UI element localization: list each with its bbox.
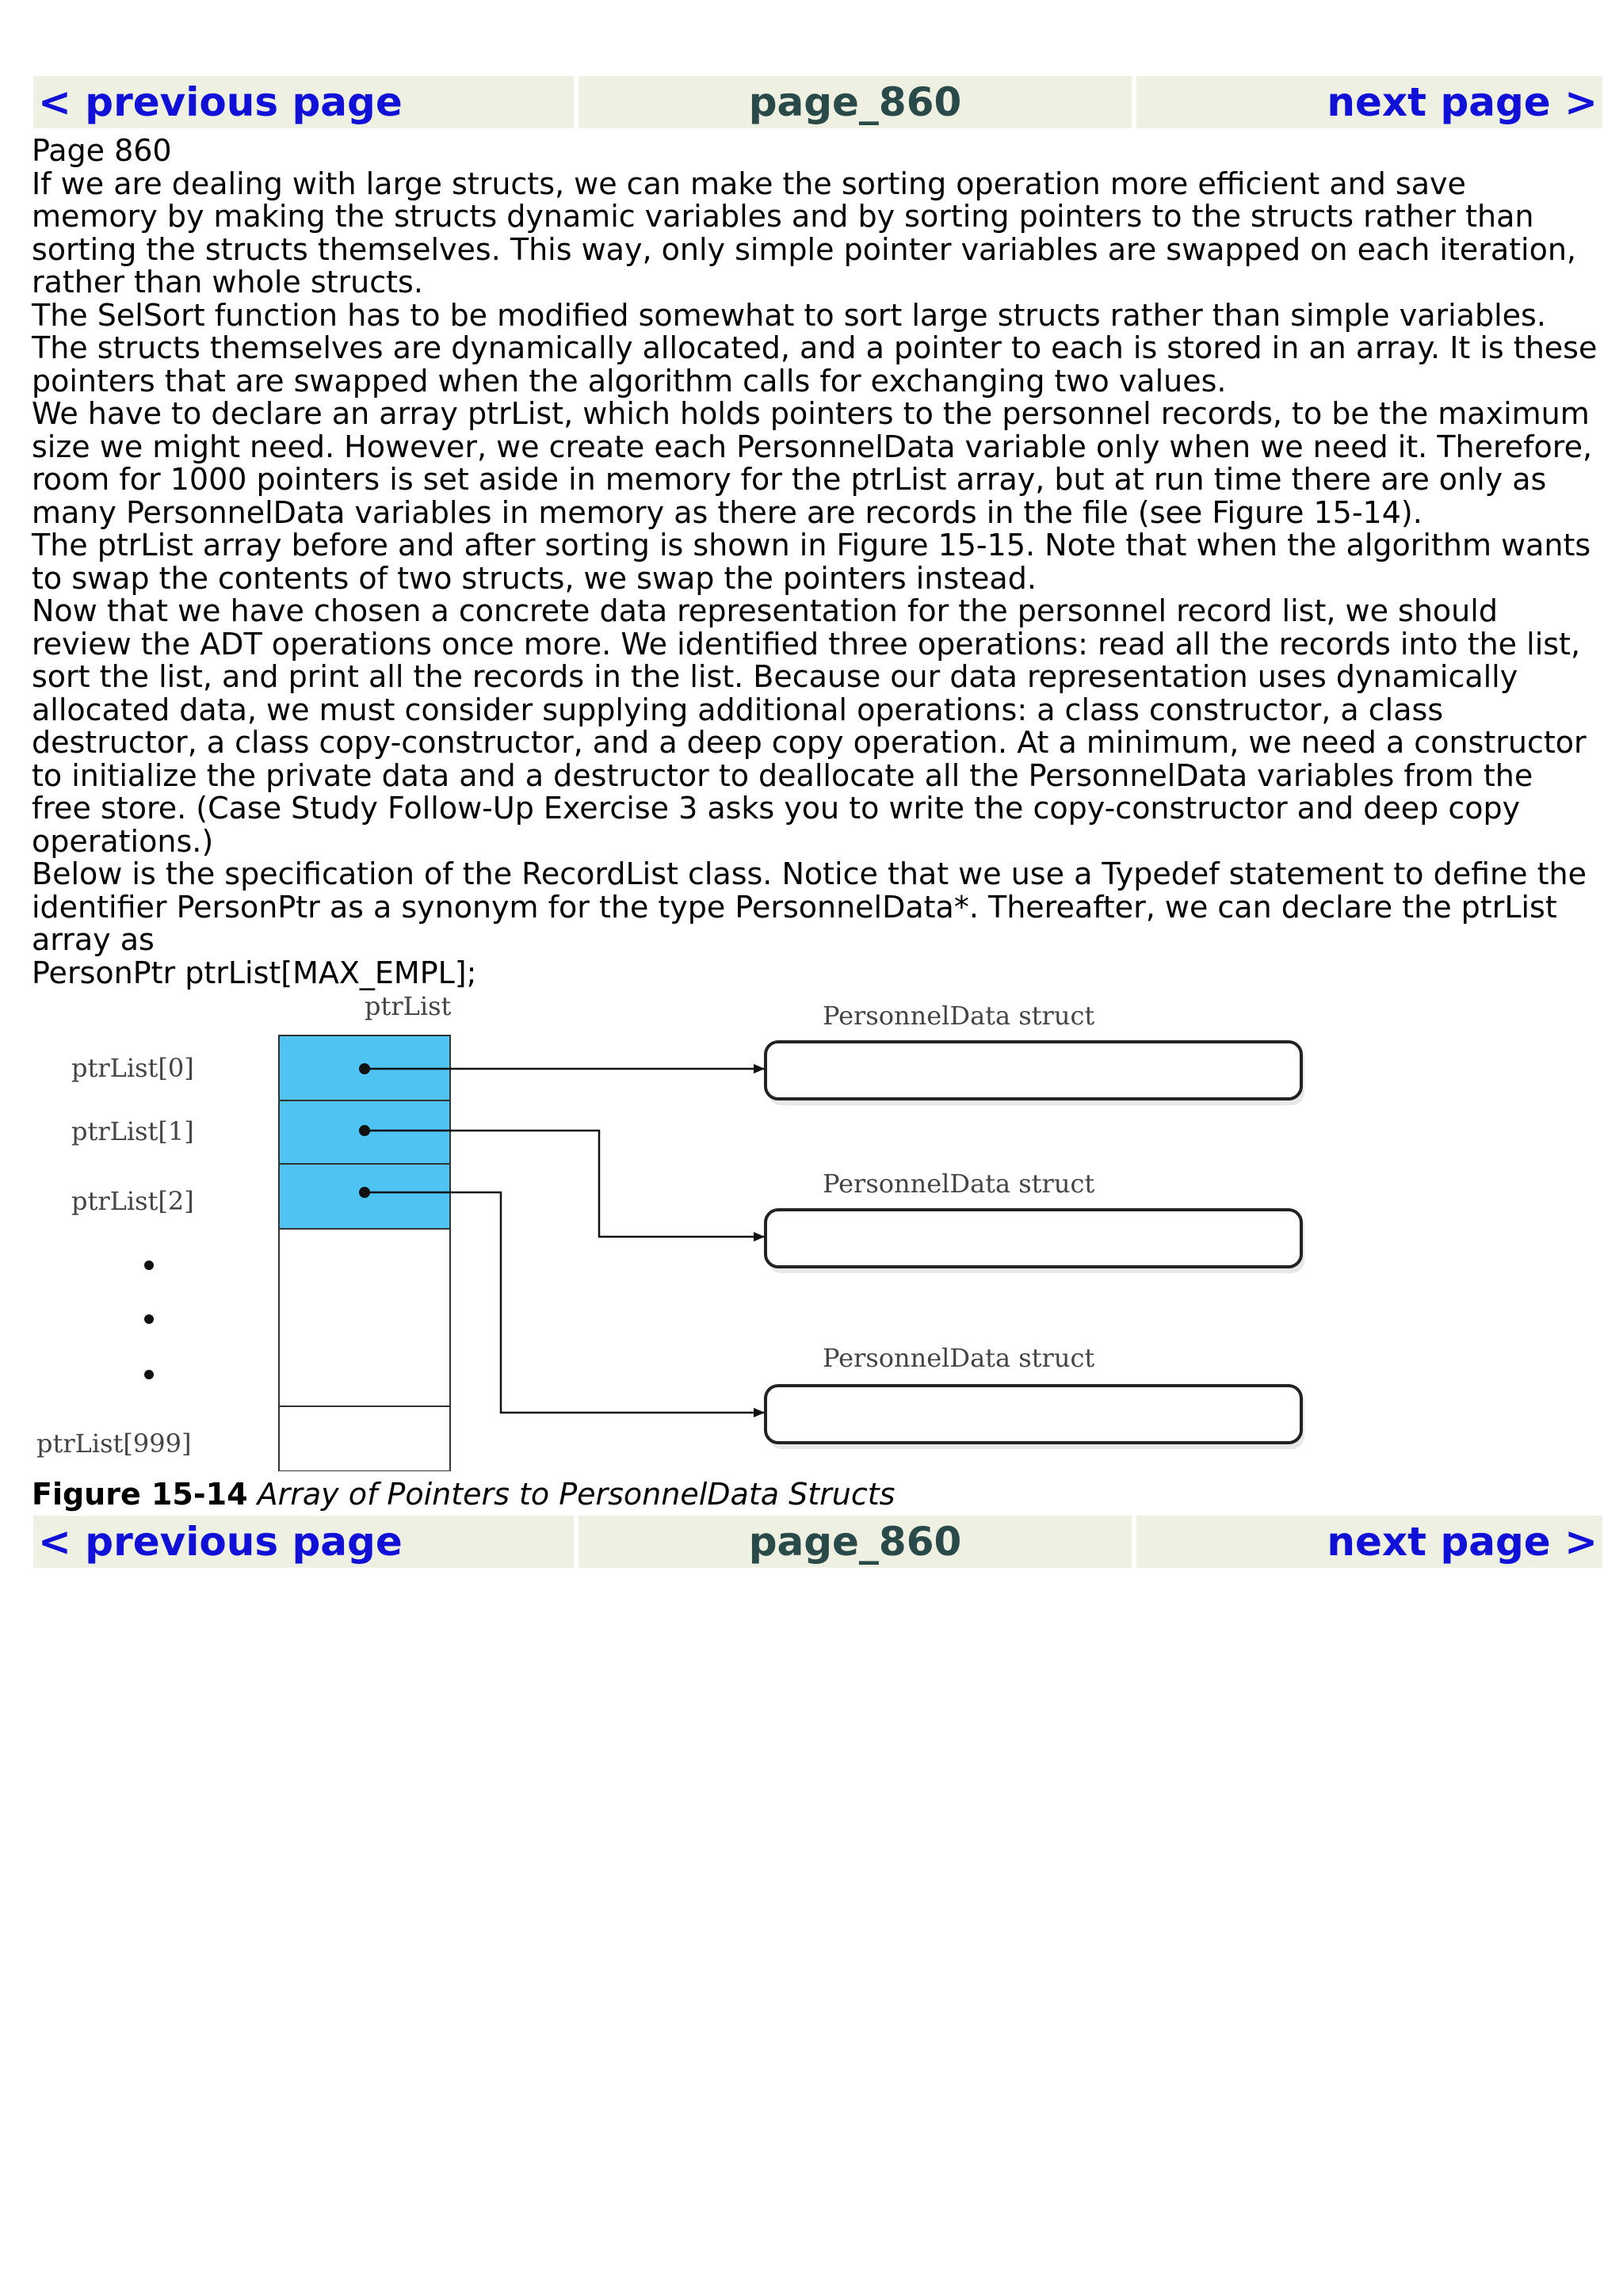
row-label-2: ptrList[2] — [71, 1186, 194, 1216]
page-content — [32, 76, 1601, 1568]
figure-caption-label: Figure 15-14 — [32, 1477, 248, 1512]
previous-page-link[interactable]: < previous page — [38, 1519, 403, 1565]
paragraph: Below is the specification of the RecordList class. Notice that we use a Typedef statement to define the identifier PersonPtr as a synonym for the type PersonnelData*. Thereafter, we can declare the ptrList array as — [32, 856, 1587, 957]
struct-box-1 — [766, 1042, 1301, 1099]
figure-diagram — [32, 990, 1601, 1471]
row-label-0: ptrList[0] — [71, 1053, 194, 1083]
figure-caption-text: Array of Pointers to PersonnelData Structs — [257, 1477, 896, 1512]
bottom-nav-bar — [33, 1516, 1602, 1568]
ellipsis-dot — [144, 1370, 154, 1379]
array-cell-empty — [279, 1229, 450, 1406]
bottom-page-label: page_860 — [579, 1516, 1136, 1568]
pointer-array-figure — [32, 990, 1601, 1471]
ellipsis-dot — [144, 1261, 154, 1270]
struct-label-3: PersonnelData struct — [823, 1343, 1095, 1373]
next-page-link[interactable]: next page > — [1327, 79, 1598, 125]
paragraph: We have to declare an array ptrList, which holds pointers to the personnel records, to be the maximum size we might need. However, we create each PersonnelData variable only when we need it. Therefore, room for 1000 pointers is set aside in memory for the ptrList array, but at run time there are only as many PersonnelData variables in memory as there are records in the file (see Figure 15-14). — [32, 396, 1593, 530]
figure-caption — [32, 1474, 1601, 1514]
next-page-link[interactable]: next page > — [1327, 1519, 1598, 1565]
array-title: ptrList — [365, 991, 452, 1021]
paragraph: The ptrList array before and after sorting is shown in Figure 15-15. Note that when the algorithm wants to swap the contents of two structs, we swap the pointers instead. — [32, 528, 1591, 596]
top-page-label: page_860 — [579, 76, 1136, 128]
struct-box-2 — [766, 1210, 1301, 1267]
struct-label-2: PersonnelData struct — [823, 1169, 1095, 1199]
bottom-next-cell — [1136, 1516, 1602, 1568]
previous-page-link[interactable]: < previous page — [38, 79, 403, 125]
struct-box-3 — [766, 1386, 1301, 1443]
row-label-999: ptrList[999] — [36, 1428, 192, 1459]
paragraph: If we are dealing with large structs, we can make the sorting operation more efficient and save memory by making the structs dynamic variables and by sorting pointers to the structs rather than sorting the structs themselves. This way, only simple pointer variables are swapped on each iteration, rather than whole structs. — [32, 166, 1577, 299]
paragraph: Now that we have chosen a concrete data representation for the personnel record list, we should review the ADT operations once more. We identified three operations: read all the records into the list, sort the list, and print all the records in the list. Because our data representation uses dynamically allocated data, we must consider supplying additional operations: a class constructor, a class destructor, a class copy-constructor, and a deep copy operation. At a minimum, we need a constructor to initialize the private data and a destructor to deallocate all the PersonnelData variables from the free store. (Case Study Follow-Up Exercise 3 asks you to write the copy-constructor and deep copy operations.) — [32, 593, 1587, 859]
body-text — [32, 135, 1601, 990]
ellipsis-dot — [144, 1314, 154, 1324]
struct-label-1: PersonnelData struct — [823, 1001, 1095, 1031]
top-nav-bar — [33, 76, 1602, 128]
page-number: Page 860 — [32, 133, 172, 168]
top-prev-cell — [33, 76, 579, 128]
paragraph: The SelSort function has to be modified somewhat to sort large structs rather than simple variables. The structs themselves are dynamically allocated, and a pointer to each is stored in an array. It is these pointers that are swapped when the algorithm calls for exchanging two values. — [32, 297, 1598, 399]
top-next-cell — [1136, 76, 1602, 128]
code-line: PersonPtr ptrList[MAX_EMPL]; — [32, 955, 477, 990]
row-label-1: ptrList[1] — [71, 1116, 194, 1146]
array-cell-999 — [279, 1406, 450, 1471]
bottom-prev-cell — [33, 1516, 579, 1568]
